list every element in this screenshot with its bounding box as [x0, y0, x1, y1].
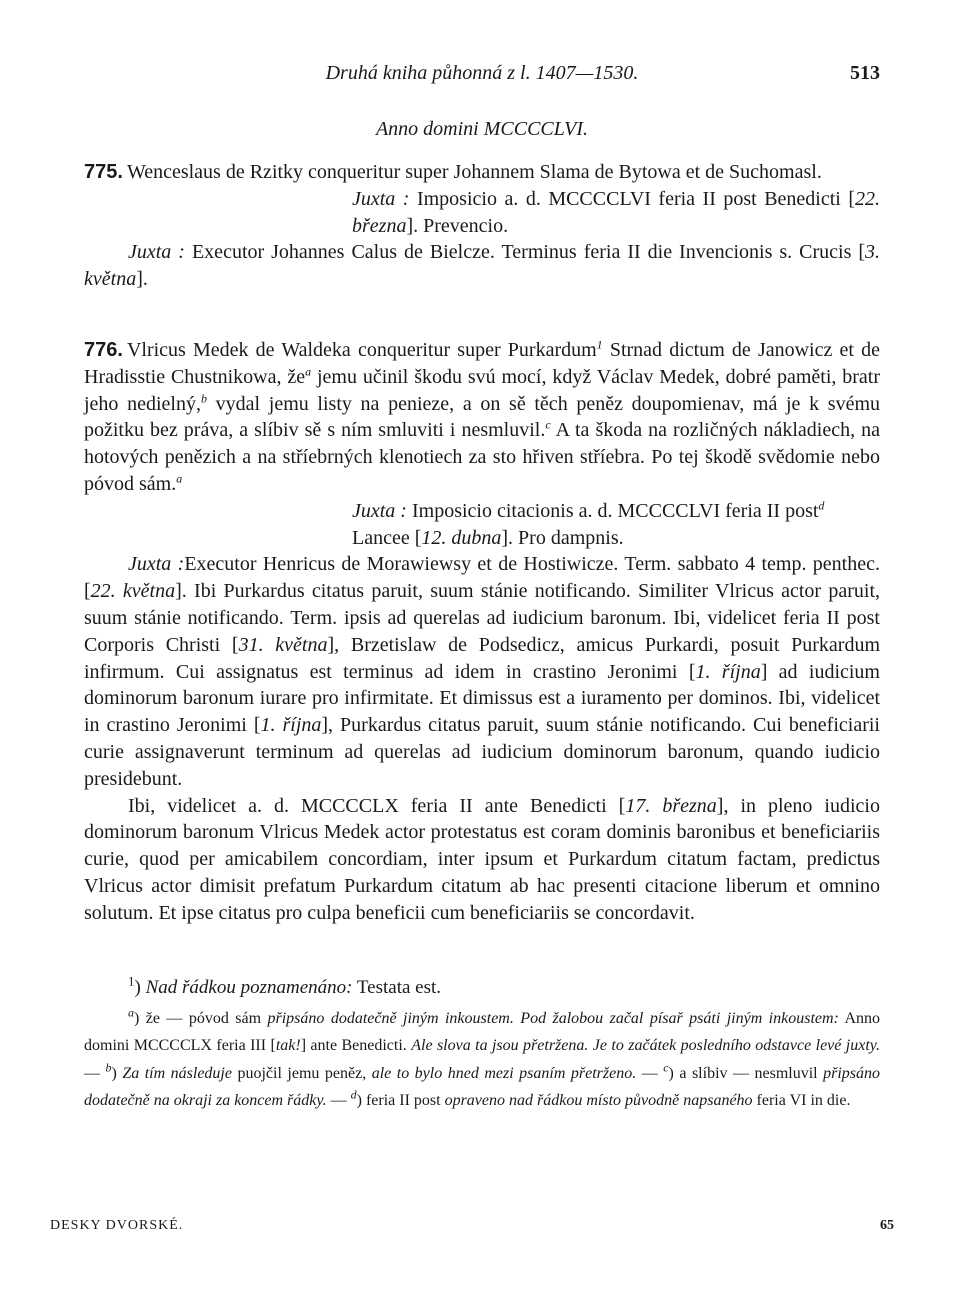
page-number: 513 [850, 62, 880, 84]
entry-775-juxta-1: Juxta : Imposicio a. d. MCCCCLVI feria II post Benedicti [22. března]. Prevencio. [352, 187, 880, 237]
footnote-mark: a [176, 471, 183, 486]
signature-number: 65 [880, 1218, 894, 1233]
footnote-abcd: $^a$) že — póvod sám připsáno dodatečně jiným inkoustem. Pod žalobou začal písař psáti jiným inkoustem: Anno domini MCCCCLX feria III [tak!] ante Benedicti. Ale slova ta jsou přetržena. Je to začátek posledního odstavce levé juxty. — $^b$) Za tím následuje puojčil jemu peněz, ale to bylo hned mezi psaním přetrženo. — $^c$) a slíbiv — nesmluvil připsáno dodatečně na okraji za koncem řádky. — $^d$) feria II post opraveno nad řádkou místo původně napsaného feria VI in die. [84, 1005, 881, 1110]
entry-776-text: 776. Vlricus Medek de Waldeka conqueritur super Purkardum$^1$ Strnad dictum de Janowicz et de Hradisstie Chustnikowa, $že^a$ jemu učinil škodu svú mocí, když Václav Medek, dobré paměti, bratr jeho nedielný,$^b$ vydal jemu listy na penieze, a on sě těch peněz doupomienav, má je k svému požitku bez práva, a slíbiv sě s ním smluviti i nesmluvil.$^c$ A ta škoda na rozličných nákladiech, na hotových penězich a na stříebrných klenotiech za sto hřiven stříebra. Po tej škodě svědomie nebo póvod sám.$^a$ [84, 337, 881, 495]
entry-775-juxta-2: Juxta : Executor Johannes Calus de Bielcze. Terminus feria II die Invencionis s. Crucis [3. května]. [84, 241, 880, 291]
running-title: Druhá kniha půhonná z l. 1407—1530. [325, 62, 639, 84]
footnotes [84, 975, 880, 1115]
entry-776-juxta-1: Juxta : Imposicio citacionis a. d. MCCCCLVI feria II post$^d$ Lancee [12. dubna]. Pro dampnis. [352, 498, 825, 549]
entry-number: 775. [84, 161, 123, 183]
year-heading: Anno domini MCCCCLVI. [375, 118, 589, 140]
page-footer [0, 1218, 960, 1238]
footnote-mark: d [818, 498, 825, 513]
signature-mark: DESKY DVORSKÉ. [50, 1218, 184, 1233]
footnote-mark: 1 [596, 337, 603, 352]
entry-775 [84, 159, 880, 293]
page [84, 62, 880, 1115]
running-header [84, 62, 880, 102]
entry-776-paragraph: Ibi, videlicet a. d. MCCCCLX feria II ante Benedicti [17. března], in pleno iudicio dominorum baronum Vlricus Medek actor protestatus est coram dominis baronibus et beneficiariis curie, quod per amicabilem concordiam, inter ipsum et Purkardum citatum factam, predictus Vlricus actor dimisit prefatum Purkardum citatum ab hac presenti citacione liberum et omnino solutum. Et ipse citatus pro culpa beneficii cum beneficiariis se concordavit. [84, 794, 880, 924]
footnote-mark: c [545, 417, 551, 432]
entry-776 [84, 337, 880, 927]
footnote-1: $^1$) Nad řádkou poznamenáno: Testata est. [128, 973, 442, 998]
footnote-mark: a [305, 364, 312, 379]
entry-776-juxta-2: Juxta :Executor Henricus de Morawiewsy et de Hostiwicze. Term. sabbato 4 temp. penthec. [22. května]. Ibi Purkardus citatus paruit, suum stánie notificando. Similiter Vlricus actor paruit, suum stánie notificando. Term. ipsis ad querelas ad iudicium baronum. Ibi, videlicet feria II post Corporis Christi [31. května], Brzetislaw de Podsedicz, amicus Purkardi, posuit Purkardum infirmum. Cui assignatus est terminus ad idem in crastino Jeronimi [1. října] ad iudicium dominorum baronum iurare pro infirmitate. Et dimissus est a iuramento per dominos. Ibi, videlicet in crastino Jeronimi [1. října], Purkardus citatus paruit, suum stánie notificando. Cui beneficiarii curie assignaverunt terminum ad querelas ad iudicium dominorum baronum, quando iudicio presidebunt. [84, 553, 880, 790]
entry-775-text: 775. Wenceslaus de Rzitky conqueritur super Johannem Slama de Bytowa et de Suchomasl. [84, 161, 822, 183]
entry-number: 776. [84, 338, 123, 361]
footnote-mark: b [200, 390, 207, 405]
